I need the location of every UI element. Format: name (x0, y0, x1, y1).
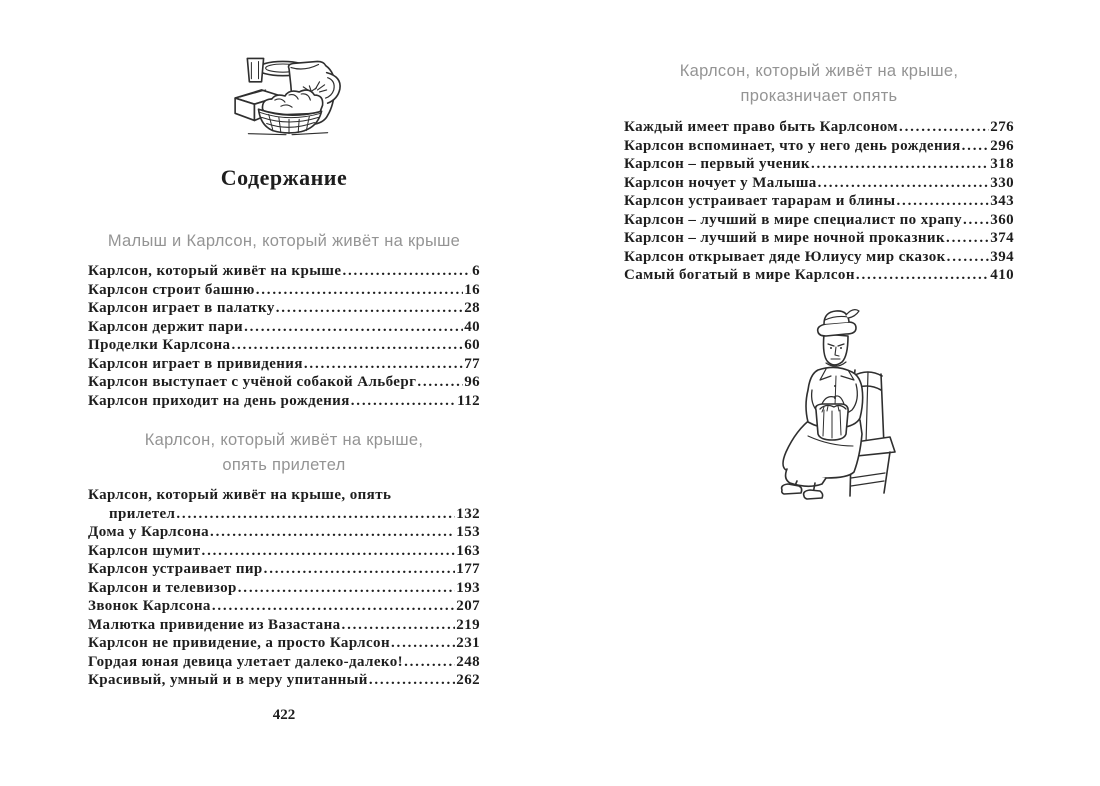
toc-entry-title: Карлсон, который живёт на крыше, опять (88, 487, 392, 503)
toc-entry (88, 373, 480, 392)
toc-entry-title: Карлсон устраивает тарарам и блины (624, 193, 896, 210)
toc-entry-title: Карлсон играет в привидения (88, 355, 303, 372)
toc-list-book3 (624, 118, 1014, 285)
toc-entry-page: 40 (464, 318, 480, 335)
toc-entry (88, 616, 480, 635)
toc-entry-title: Карлсон строит башню (88, 281, 255, 298)
toc-entry (624, 155, 1014, 174)
toc-entry (624, 248, 1014, 267)
toc-entry-page: 6 (472, 263, 480, 279)
toc-entry (88, 671, 480, 690)
toc-entry-title: Карлсон – лучший в мире ночной проказник (624, 230, 946, 247)
dotted-leader (210, 523, 455, 542)
toc-entry (624, 229, 1014, 248)
toc-entry-title: Самый богатый в мире Карлсон (624, 267, 855, 284)
dotted-leader (947, 248, 990, 267)
toc-entry-page: 343 (990, 193, 1014, 210)
dotted-leader (899, 118, 989, 137)
toc-entry-title: Карлсон не привидение, а просто Карлсон (88, 635, 390, 652)
toc-entry (88, 336, 480, 355)
toc-entry-title: Карлсон и телевизор (88, 579, 237, 596)
dotted-leader (304, 355, 463, 374)
dotted-leader (856, 266, 989, 285)
toc-entry (624, 137, 1014, 156)
toc-entry-title: Красивый, умный и в меру упитанный (88, 672, 368, 689)
toc-entry-title-continuation: прилетел (109, 505, 176, 522)
dotted-leader (811, 155, 989, 174)
section-heading-line: Карлсон, который живёт на крыше, (144, 431, 424, 449)
toc-entry (624, 192, 1014, 211)
toc-entry (88, 486, 480, 523)
dotted-leader (391, 634, 455, 653)
toc-entry (88, 560, 480, 579)
dotted-leader (946, 229, 989, 248)
toc-entry (88, 262, 480, 281)
toc-entry-title: Проделки Карлсона (88, 337, 231, 354)
toc-entry-page: 96 (464, 374, 480, 391)
toc-entry (88, 392, 480, 411)
dotted-leader (369, 671, 455, 690)
toc-entry (88, 281, 480, 300)
toc-entry-title: Дома у Карлсона (88, 524, 210, 541)
toc-entry-title: Каждый имеет право быть Карлсоном (624, 119, 899, 135)
section-heading-line: опять прилетел (222, 456, 346, 474)
toc-entry (88, 299, 480, 318)
toc-entry-page: 153 (456, 524, 480, 541)
dotted-leader (963, 211, 989, 230)
dotted-leader (276, 299, 463, 318)
toc-entry-title: Карлсон устраивает пир (88, 561, 263, 578)
toc-entry (624, 174, 1014, 193)
contents-title: Содержание (220, 165, 348, 190)
toc-entry-title: Карлсон выступает с учёной собакой Альберг (88, 374, 417, 391)
toc-entry (88, 523, 480, 542)
toc-entry-title: Карлсон шумит (88, 542, 201, 559)
toc-entry (624, 266, 1014, 285)
toc-entry-title: Малютка привидение из Вазастана (88, 616, 341, 633)
toc-entry-page: 394 (990, 248, 1014, 265)
toc-entry-page: 410 (990, 267, 1014, 284)
toc-entry-page: 219 (456, 616, 480, 633)
dotted-leader (404, 653, 455, 672)
section-heading-line: Карлсон, который живёт на крыше, (679, 62, 959, 80)
book-page-left (88, 0, 480, 786)
toc-entry (88, 318, 480, 337)
toc-entry-title: Карлсон – лучший в мире специалист по храпу (624, 211, 962, 228)
toc-entry-page: 28 (464, 300, 480, 317)
toc-entry (624, 118, 1014, 137)
toc-entry-page: 330 (990, 174, 1014, 191)
dotted-leader (351, 392, 456, 411)
toc-entry-page: 374 (990, 230, 1014, 247)
dotted-leader (212, 597, 455, 616)
toc-entry-title: Карлсон ночует у Малыша (624, 174, 817, 191)
book-page-right (624, 0, 1014, 786)
toc-entry (88, 597, 480, 616)
toc-entry-page: 318 (990, 156, 1014, 173)
toc-entry-page: 296 (990, 137, 1014, 154)
toc-entry-title: Звонок Карлсона (88, 598, 211, 615)
folio-page-number: 422 (272, 707, 296, 723)
toc-entry-page: 276 (990, 119, 1014, 135)
dotted-leader (264, 560, 456, 579)
toc-entry-title: Карлсон держит пари (88, 318, 244, 335)
section-heading-book2 (88, 428, 480, 478)
toc-entry (624, 211, 1014, 230)
dotted-leader (256, 281, 463, 300)
section-heading-book1 (88, 229, 480, 254)
dotted-leader (818, 174, 990, 193)
toc-entry (88, 653, 480, 672)
toc-entry (88, 634, 480, 653)
toc-entry (88, 355, 480, 374)
toc-entry-page: 163 (456, 542, 480, 559)
toc-entry-page: 231 (456, 635, 480, 652)
section-heading-book3 (624, 59, 1014, 109)
toc-entry (88, 579, 480, 598)
toc-entry (88, 542, 480, 561)
toc-entry-page: 112 (457, 392, 480, 409)
dotted-leader (962, 137, 990, 156)
toc-entry-page: 77 (464, 355, 480, 372)
toc-entry-page: 360 (990, 211, 1014, 228)
dotted-leader (342, 262, 471, 281)
toc-entry-page: 60 (464, 337, 480, 354)
toc-entry-page: 193 (456, 579, 480, 596)
dotted-leader (176, 505, 455, 524)
toc-entry-page: 262 (456, 672, 480, 689)
dotted-leader (238, 579, 456, 598)
toc-entry-title: Карлсон – первый ученик (624, 156, 810, 173)
dotted-leader (231, 336, 463, 355)
toc-entry-page: 177 (456, 561, 480, 578)
dotted-leader (896, 192, 989, 211)
toc-list-book2 (88, 486, 480, 690)
toc-entry-page: 16 (464, 281, 480, 298)
toc-entry-page: 207 (456, 598, 480, 615)
section-heading-line: проказничает опять (740, 87, 898, 105)
toc-entry-title: Карлсон играет в палатку (88, 300, 275, 317)
dotted-leader (417, 373, 463, 392)
toc-entry-title: Карлсон, который живёт на крыше (88, 263, 342, 279)
toc-list-book1 (88, 262, 480, 410)
seated-woman-illustration (756, 306, 906, 501)
still-life-illustration (228, 52, 348, 136)
toc-entry-title: Карлсон приходит на день рождения (88, 392, 350, 409)
toc-entry-title: Карлсон открывает дяде Юлиусу мир сказок (624, 248, 946, 265)
section-heading-line: Малыш и Карлсон, который живёт на крыше (107, 232, 461, 250)
toc-entry-page: 248 (456, 653, 480, 670)
dotted-leader (244, 318, 463, 337)
toc-entry-title: Карлсон вспоминает, что у него день рождения (624, 137, 961, 154)
toc-entry-title: Гордая юная девица улетает далеко-далеко! (88, 653, 404, 670)
dotted-leader (202, 542, 456, 561)
dotted-leader (342, 616, 456, 635)
toc-entry-page: 132 (456, 505, 480, 522)
